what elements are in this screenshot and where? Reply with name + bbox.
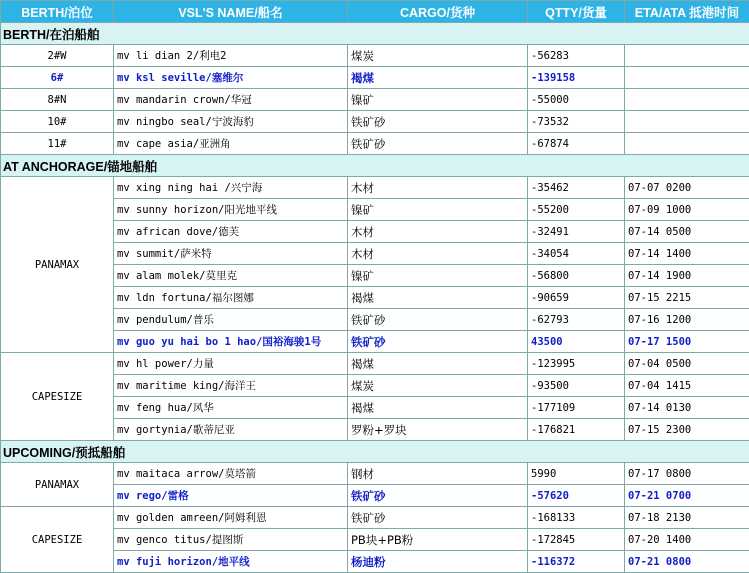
cargo-cell: 铁矿砂	[348, 133, 528, 155]
quantity-cell: -73532	[528, 111, 625, 133]
vessel-name-cell: mv maritime king/海洋王	[114, 375, 348, 397]
quantity-cell: -177109	[528, 397, 625, 419]
table-row	[1, 353, 749, 375]
table-row	[1, 419, 749, 441]
vessel-name-cell: mv ningbo seal/宁波海豹	[114, 111, 348, 133]
header-quantity: QTTY/货量	[528, 1, 625, 23]
vessel-name-cell: mv ldn fortuna/福尔图娜	[114, 287, 348, 309]
quantity-cell: -116372	[528, 551, 625, 573]
cargo-cell: 褐煤	[348, 67, 528, 89]
header-vessel-name: VSL'S NAME/船名	[114, 1, 348, 23]
eta-cell: 07-18 2130	[625, 507, 749, 529]
eta-cell: 07-14 1400	[625, 243, 749, 265]
quantity-cell: -56283	[528, 45, 625, 67]
cargo-cell: 木材	[348, 243, 528, 265]
section-upcoming-label: UPCOMING/预抵船舶	[1, 441, 749, 463]
table-row	[1, 529, 749, 551]
vessel-name-cell: mv mandarin crown/华冠	[114, 89, 348, 111]
vessel-name-cell: mv hl power/力量	[114, 353, 348, 375]
table-row	[1, 89, 749, 111]
eta-cell	[625, 45, 749, 67]
header-eta: ETA/ATA 抵港时间	[625, 1, 749, 23]
vessel-name-cell: mv gortynia/歌蒂尼亚	[114, 419, 348, 441]
quantity-cell: -67874	[528, 133, 625, 155]
section-anchorage-label: AT ANCHORAGE/锚地船舶	[1, 155, 749, 177]
table-row	[1, 199, 749, 221]
berth-cell: 11#	[1, 133, 114, 155]
cargo-cell: 铁矿砂	[348, 485, 528, 507]
vessel-name-cell: mv golden amreen/阿姆利恩	[114, 507, 348, 529]
table-row	[1, 67, 749, 89]
vessel-name-cell: mv rego/雷格	[114, 485, 348, 507]
cargo-cell: 罗粉+罗块	[348, 419, 528, 441]
table-row	[1, 111, 749, 133]
vessel-name-cell: mv genco titus/提图斯	[114, 529, 348, 551]
vessel-name-cell: mv cape asia/亚洲角	[114, 133, 348, 155]
vessel-name-cell: mv feng hua/风华	[114, 397, 348, 419]
cargo-cell: 褐煤	[348, 353, 528, 375]
cargo-cell: 木材	[348, 221, 528, 243]
cargo-cell: 镍矿	[348, 199, 528, 221]
eta-cell: 07-16 1200	[625, 309, 749, 331]
header-row	[1, 1, 749, 23]
header-cargo: CARGO/货种	[348, 1, 528, 23]
table-row	[1, 243, 749, 265]
quantity-cell: -35462	[528, 177, 625, 199]
vessel-name-cell: mv xing ning hai /兴宁海	[114, 177, 348, 199]
section-upcoming	[1, 441, 749, 463]
eta-cell: 07-14 1900	[625, 265, 749, 287]
table-row	[1, 331, 749, 353]
vessel-class-cell: CAPESIZE	[1, 353, 114, 441]
cargo-cell: 杨迪粉	[348, 551, 528, 573]
quantity-cell: 5990	[528, 463, 625, 485]
cargo-cell: 褐煤	[348, 287, 528, 309]
table-row	[1, 507, 749, 529]
section-berth	[1, 23, 749, 45]
vessel-name-cell: mv li dian 2/利电2	[114, 45, 348, 67]
vessel-name-cell: mv ksl seville/塞维尔	[114, 67, 348, 89]
eta-cell: 07-17 1500	[625, 331, 749, 353]
quantity-cell: -139158	[528, 67, 625, 89]
berth-cell: 2#W	[1, 45, 114, 67]
table-row	[1, 133, 749, 155]
table-row	[1, 221, 749, 243]
eta-cell	[625, 89, 749, 111]
eta-cell: 07-17 0800	[625, 463, 749, 485]
eta-cell	[625, 133, 749, 155]
table-row	[1, 45, 749, 67]
quantity-cell: -34054	[528, 243, 625, 265]
vessel-name-cell: mv african dove/德芙	[114, 221, 348, 243]
berth-cell: 10#	[1, 111, 114, 133]
table-row	[1, 177, 749, 199]
table-row	[1, 463, 749, 485]
eta-cell: 07-21 0800	[625, 551, 749, 573]
section-anchorage	[1, 155, 749, 177]
eta-cell: 07-15 2215	[625, 287, 749, 309]
quantity-cell: -123995	[528, 353, 625, 375]
cargo-cell: PB块+PB粉	[348, 529, 528, 551]
quantity-cell: -55000	[528, 89, 625, 111]
eta-cell: 07-20 1400	[625, 529, 749, 551]
quantity-cell: -93500	[528, 375, 625, 397]
quantity-cell: -90659	[528, 287, 625, 309]
cargo-cell: 镍矿	[348, 265, 528, 287]
berth-cell: 6#	[1, 67, 114, 89]
vessel-name-cell: mv sunny horizon/阳光地平线	[114, 199, 348, 221]
table-row	[1, 485, 749, 507]
vessel-class-cell: CAPESIZE	[1, 507, 114, 573]
table-row	[1, 309, 749, 331]
eta-cell	[625, 111, 749, 133]
vessel-name-cell: mv guo yu hai bo 1 hao/国裕海骏1号	[114, 331, 348, 353]
cargo-cell: 木材	[348, 177, 528, 199]
vessel-name-cell: mv pendulum/普乐	[114, 309, 348, 331]
eta-cell: 07-09 1000	[625, 199, 749, 221]
quantity-cell: -32491	[528, 221, 625, 243]
vessel-name-cell: mv alam molek/莫里克	[114, 265, 348, 287]
quantity-cell: -55200	[528, 199, 625, 221]
quantity-cell: -56800	[528, 265, 625, 287]
vessel-name-cell: mv maitaca arrow/莫塔箭	[114, 463, 348, 485]
vessel-class-cell: PANAMAX	[1, 463, 114, 507]
eta-cell: 07-14 0500	[625, 221, 749, 243]
cargo-cell: 铁矿砂	[348, 111, 528, 133]
cargo-cell: 褐煤	[348, 397, 528, 419]
cargo-cell: 铁矿砂	[348, 331, 528, 353]
quantity-cell: 43500	[528, 331, 625, 353]
header-berth: BERTH/泊位	[1, 1, 114, 23]
quantity-cell: -57620	[528, 485, 625, 507]
table-row	[1, 397, 749, 419]
table-row	[1, 287, 749, 309]
quantity-cell: -62793	[528, 309, 625, 331]
table-row	[1, 265, 749, 287]
eta-cell: 07-21 0700	[625, 485, 749, 507]
eta-cell: 07-14 0130	[625, 397, 749, 419]
cargo-cell: 煤炭	[348, 45, 528, 67]
vessel-class-cell: PANAMAX	[1, 177, 114, 353]
eta-cell: 07-04 1415	[625, 375, 749, 397]
eta-cell: 07-07 0200	[625, 177, 749, 199]
vessel-name-cell: mv summit/萨米特	[114, 243, 348, 265]
cargo-cell: 煤炭	[348, 375, 528, 397]
cargo-cell: 钢材	[348, 463, 528, 485]
berth-cell: 8#N	[1, 89, 114, 111]
eta-cell: 07-15 2300	[625, 419, 749, 441]
quantity-cell: -176821	[528, 419, 625, 441]
quantity-cell: -172845	[528, 529, 625, 551]
cargo-cell: 镍矿	[348, 89, 528, 111]
table-row	[1, 375, 749, 397]
eta-cell: 07-04 0500	[625, 353, 749, 375]
section-berth-label: BERTH/在泊船舶	[1, 23, 749, 45]
eta-cell	[625, 67, 749, 89]
cargo-cell: 铁矿砂	[348, 309, 528, 331]
vessel-name-cell: mv fuji horizon/地平线	[114, 551, 348, 573]
table-row	[1, 551, 749, 573]
quantity-cell: -168133	[528, 507, 625, 529]
cargo-cell: 铁矿砂	[348, 507, 528, 529]
